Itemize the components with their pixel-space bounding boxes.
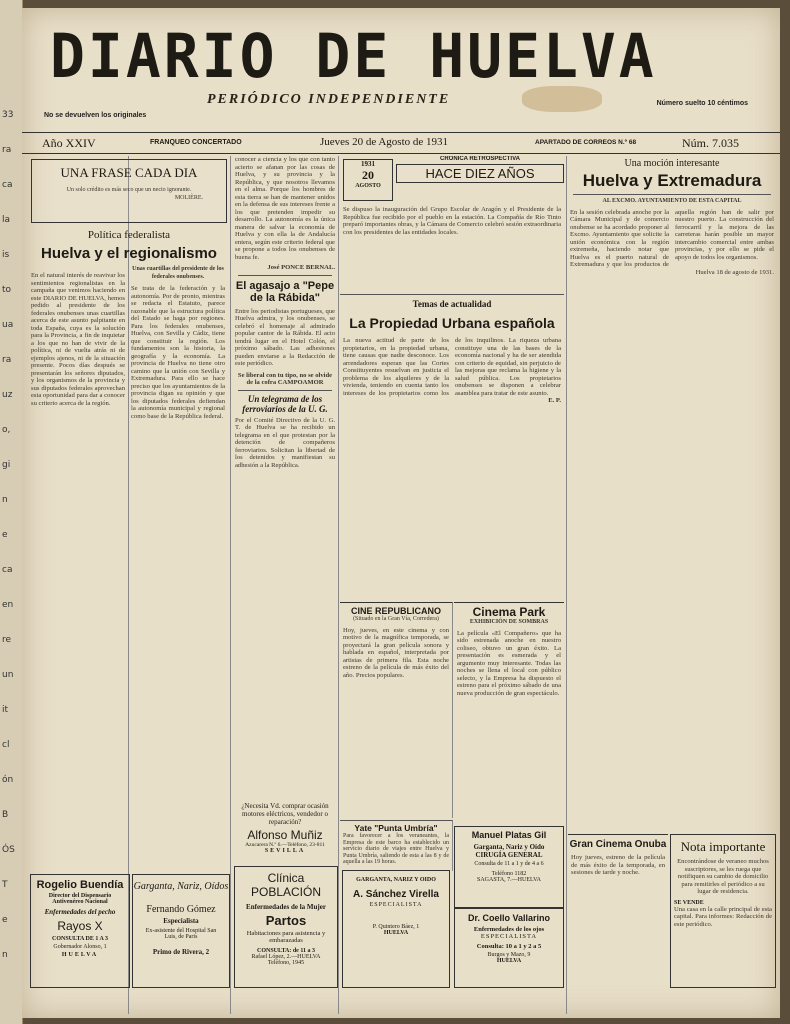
ad-vallarino-name: Dr. Coello Vallarino xyxy=(467,913,551,923)
ad-virella-name: A. Sánchez Virella xyxy=(353,889,439,900)
temas-area xyxy=(340,294,564,600)
ad-gomez xyxy=(132,874,230,988)
ad-virella-city: HUELVA xyxy=(383,930,409,936)
edge-line: ra xyxy=(2,355,12,365)
edge-line: ÓS xyxy=(2,845,15,855)
agasajo-headline: El agasajo a "Pepe de la Rábida" xyxy=(235,279,335,304)
col3-body: conocer a ciencia y los que con tanto acierto se afanan por las cosas de Huelva, y su provincia y la República, y que nosotros llevamos en el alma. Porque los hombres de esta tierra se han de mantener unidos en la defensa de sus intereses frente a los que pretenden impedir su desarrollo. La autonomía es la única manera de salvar la economía de Huelva y con ella la de Andalucía entera, según este criterio federal que se propone a todos los onubenses de buena fe. xyxy=(235,156,335,261)
cine-body: Hoy, jueves, en este cinema y con motivo de la magnífica temporada, se proyectará la gran película sonora y hablada en español, interpretada por artistas de primera fila. Esta noche estreno de la película de más éxito del año. Precios populares. xyxy=(343,626,449,679)
temas-body: La nueva actitud de parte de los propietarios, en la propiedad urbana, tiene causas que nadie desconoce. Los arrendadores esperan que las Cortes Constituyentes resuelvan en justicia el problema de los alquileres y de la vivienda, teniendo en cuenta tanto los intereses de los propietarios como los de los inquilinos. La riqueza urbana constituye una de las bases de la economía nacional y ha de ser atendida con criterio de equidad, sin perjuicio de las mejoras que reclama la higiene y la salud pública. Los propietarios onubenses se disponen a celebrar asamblea para tratar de este asunto. xyxy=(343,337,561,397)
edge-line: B xyxy=(2,810,9,820)
ad-clinica-hours: CONSULTA: de 11 a 3 xyxy=(256,948,315,954)
edge-line: cl xyxy=(2,740,10,750)
col2-body: Se trata de la federación y la autonomía. Por de pronto, mientras se redacta el Estatuto, parece razonable que la estructura política del Estado se haga por regiones. Para los federales onubenses, Huelva, con Sevilla y Cádiz, tiene que constituir la región. Los fundamentos son la historia, la geografía y la economía. La provincia de Huelva no tiene otro camino que la unión con Sevilla y Extremadura. Para ello se hace preciso que los ayuntamientos de la provincia digan su opinión y que los diputados federales defiendan la autonomía municipal y regional como base de la República federal. xyxy=(131,285,225,420)
cinema-park xyxy=(454,602,564,825)
col1-subhead: Unas cuartillas del presidente de los federales onubenses. xyxy=(132,266,224,280)
ad-platas-specialty: Garganta, Nariz y Oído xyxy=(473,843,545,851)
ad-platas-hours: Consulta de 11 a 1 y de 4 a 6 xyxy=(474,861,544,867)
edge-line: it xyxy=(2,705,9,715)
ad-vallarino-address: Burgos y Mazo, 9 xyxy=(487,952,531,958)
ad-platas-phone: Teléfono 1182 xyxy=(491,871,527,877)
ad-onuba-title: Gran Cinema Onuba xyxy=(569,839,667,850)
ad-onuba xyxy=(568,834,668,987)
edge-line: ra xyxy=(2,145,12,155)
temas-sign: E. P. xyxy=(548,397,561,404)
info-bar xyxy=(22,132,780,154)
ad-platas xyxy=(454,826,564,908)
col6-body: En la sesión celebrada anoche por la Cámara Municipal y de comercio onubense se ha acordado proponer al Excmo. Ayuntamiento que solicite la unión económica con la región extremeña, haciendo notar que Huelva es el puerto natural de Extremadura y que los productos de aquella región han de salir por nuestro puerto. La construcción del ferrocarril y la mejora de las carreteras harán posible un mayor intercambio comercial entre ambas provincias, y por ello se pide el apoyo de todos los organismos. xyxy=(570,208,774,268)
edge-line: en xyxy=(2,600,14,610)
ad-vallarino-title: ESPECIALISTA xyxy=(480,933,538,940)
edge-line: ua xyxy=(2,320,14,330)
agasajo-body: Entre los periodistas portugueses, que Huelva admira, y los onubenses, se celebró el homenaje al admirado popular cantor de la Rábida. El acto tendrá lugar en el Hotel Colón, el próximo sábado. Las adhesiones pueden enviarse a la Redacción de este periódico. xyxy=(235,307,335,367)
telegram-body: Por el Comité Directivo de la U. G. T. de Huelva se ha recibido un telegrama en el que protestan por la detención de compañeros ferroviarios. Solicitan la libertad de los detenidos y manifiestan su adhesión a la República. xyxy=(235,416,335,469)
notice-left: No se devuelven los originales xyxy=(44,112,147,119)
se-vende-body: Una casa en la calle principal de esta capital. Para informes: Redacción de este periódico. xyxy=(674,905,772,928)
date-month: AGOSTO xyxy=(355,183,381,189)
ad-clinica-note: Habitaciones para asistencia y embarazadas xyxy=(246,930,326,944)
frase-title: UNA FRASE CADA DIA xyxy=(60,165,198,180)
cinema-park-body: La película «El Compañero» que ha sido estrenada anoche en nuestro coliseo, obtuvo un gran éxito. La presentación es esmerada y el argumento muy interesante. Todas las noches se llena el local con público selecto, y la Empresa ha dispuesto el estreno para el próximo sábado de una nueva producción de gran espectáculo. xyxy=(457,629,561,697)
edge-line: e xyxy=(2,530,8,540)
cronica-body: Se dispuso la inauguración del Grupo Escolar de Aragón y el Presidente de la República fue recibido por el pueblo en la estación. La Compañía de Río Tinto preparó importantes obras, y la Cámara de Comercio celebró sesión extraordinaria con los presidentes de las entidades locales. xyxy=(343,206,561,236)
edge-line: o, xyxy=(2,425,11,435)
cine-title: CINE REPUBLICANO xyxy=(350,606,441,616)
year: Año XXIV xyxy=(42,136,96,150)
telegram-headline: Un telegrama de los ferroviarios de la U. G. xyxy=(242,393,328,414)
edge-line: ca xyxy=(2,565,13,575)
col6-addressee: AL EXCMO. AYUNTAMIENTO DE ESTA CAPITAL xyxy=(602,198,742,204)
postage: FRANQUEO CONCERTADO xyxy=(150,139,242,146)
issue-date: Jueves 20 de Agosto de 1931 xyxy=(320,136,449,148)
ad-gomez-specialty: Garganta, Nariz, Oídos xyxy=(133,881,229,892)
ad-muniz-name: Alfonso Muñiz xyxy=(247,828,323,842)
col6-kicker: Una moción interesante xyxy=(624,158,720,169)
edge-line: e xyxy=(2,915,8,925)
ad-clinica xyxy=(234,866,338,988)
temas-label: Temas de actualidad xyxy=(412,299,492,309)
edge-line: 33 xyxy=(2,110,14,120)
masthead xyxy=(22,8,780,119)
edge-line: is xyxy=(2,250,10,260)
ad-muniz-text: ¿Necesita Vd. comprar ocasión motores eléctricos, vendedor o reparación? xyxy=(241,802,329,826)
edge-line: la xyxy=(2,215,11,225)
issue-number: Núm. 7.035 xyxy=(682,136,739,150)
ad-vallarino xyxy=(454,908,564,988)
cinema-park-title: Cinema Park xyxy=(472,605,546,619)
ad-muniz-city: SEVILLA xyxy=(264,848,306,854)
yate-area xyxy=(340,820,453,871)
ad-platas-address: SAGASTA, 7.—HUELVA xyxy=(476,877,542,883)
ad-buendia-name: Rogelio Buendía xyxy=(36,879,124,891)
ad-clinica-name: Clínica POBLACIÓN xyxy=(250,871,322,899)
ad-vallarino-hours: Consulta: 10 a 1 y 2 a 5 xyxy=(476,943,542,950)
edge-line: to xyxy=(2,285,12,295)
ad-buendia-hours: CONSULTA DE 1 A 3 xyxy=(51,936,109,942)
ad-clinica-service: Partos xyxy=(265,913,307,928)
notice-right: Número suelto 10 céntimos xyxy=(656,100,748,107)
ad-virella xyxy=(342,870,450,988)
col3-signature: José PONCE BERNAL. xyxy=(267,264,335,271)
edge-line: T xyxy=(2,880,8,890)
cine-republicano xyxy=(340,602,453,818)
ad-gomez-name: Fernando Gómez xyxy=(146,904,216,915)
cinema-park-sub: EXHIBICIÓN DE SOMBRAS xyxy=(469,619,549,625)
edge-line: gi xyxy=(2,460,11,470)
yate-body: Para favorecer a los veraneantes, la Empresa de este barco ha establecido un servicio diario de viajes entre Huelva y Punta Umbría, saliendo de esta a las 8 y de aquella a las 19 horas. xyxy=(343,833,449,865)
nota-body: Encontrándose de veraneo muchos suscriptores, se les ruega que notifiquen su cambio de domicilio para remitirles el periódico a su lugar de residencia. xyxy=(677,858,769,895)
ad-buendia-service: Rayos X xyxy=(57,919,103,933)
date-day: 20 xyxy=(362,168,374,182)
edge-line: n xyxy=(2,950,8,960)
page-edge xyxy=(0,0,23,1024)
nota-importante xyxy=(670,834,776,988)
ad-onuba-body: Hoy jueves, estreno de la película de más éxito de la temporada, en sesiones de tarde y noche. xyxy=(571,854,665,876)
col1-kicker: Política federalista xyxy=(87,229,171,241)
frase-box xyxy=(31,159,227,223)
ad-vallarino-city: HUELVA xyxy=(496,958,522,964)
ad-buendia-title: Director del Dispensario Antivenéreo Nacional xyxy=(48,893,112,905)
edge-line: ca xyxy=(2,180,13,190)
temas-headline: La Propiedad Urbana española xyxy=(349,315,555,331)
edge-line: ón xyxy=(2,775,14,785)
ink-stain xyxy=(522,86,602,112)
ad-gomez-address: Primo de Rivera, 2 xyxy=(152,948,210,956)
edge-line: uz xyxy=(2,390,13,400)
ad-buendia-specialty: Enfermedades del pecho xyxy=(44,908,116,916)
cronica-title: HACE DIEZ AÑOS xyxy=(425,166,535,181)
ad-clinica-phone: Teléfono, 1945 xyxy=(267,960,305,966)
col1-body: En el natural interés de reavivar los sentimientos regionalistas en la campaña que venimos haciendo en este DIARIO DE HUELVA, hemos pedido al presidente de los federales onubenses unas cuartillas acerca de este asunto palpitante en toda España, cuya es la solución para la Provincia, a fin de inquietar a los que no han de vivir de la política, ni de vuelta atrás ni de ejemplos ajenos, ni de la situación presente. Pocos días después se presentarán los señores diputados, y los organismos de la provincia y sus diputados federales aprovechan esta oportunidad para dar a conocer su criterio acerca de la región. xyxy=(31,272,125,407)
cine-sub: (Situado en la Gran Vía, Corredera) xyxy=(353,616,439,622)
nota-title: Nota importante xyxy=(680,839,766,854)
col1-headline: Huelva y el regionalismo xyxy=(41,245,217,262)
frase-author: MOLIÈRE. xyxy=(174,194,203,201)
edge-line: n xyxy=(2,495,8,505)
ad-buendia-city: HUELVA xyxy=(61,952,99,958)
date-box xyxy=(343,159,393,201)
ad-muniz xyxy=(234,802,336,862)
ad-virella-specialty: GARGANTA, NARIZ Y OIDO xyxy=(356,877,436,883)
ad-virella-address: P. Quintero Báez, 1 xyxy=(372,924,420,930)
se-vende: SE VENDE xyxy=(674,899,704,906)
newspaper-page xyxy=(22,8,780,1018)
newspaper-title: DIARIO DE HUELVA xyxy=(50,20,657,92)
yate-title: Yate "Punta Umbría" xyxy=(354,823,438,833)
edge-text xyxy=(0,110,22,961)
cronica-area xyxy=(340,156,564,281)
date-year: 1931 xyxy=(361,160,375,168)
newspaper-subtitle: PERIÓDICO INDEPENDIENTE xyxy=(207,92,451,107)
ad-buendia xyxy=(30,874,130,988)
ad-clinica-address: Rafael López, 2.—HUELVA xyxy=(251,954,321,960)
ad-clinica-sub: Enfermedades de la Mujer xyxy=(246,903,326,911)
ad-gomez-note: Ex-asistente del Hospital San Luis, de Paris xyxy=(145,928,217,940)
ad-buendia-address: Gobernador Alonso, 1 xyxy=(53,944,107,950)
ad-virella-title: ESPECIALISTA xyxy=(369,902,423,908)
edge-line: re xyxy=(2,635,12,645)
col6-headline: Huelva y Extremadura xyxy=(582,171,762,190)
ad-platas-cirugia: CIRUGÍA GENERAL xyxy=(475,851,543,859)
ad-muniz-address: Azucarera N.º 6.—Teléfono, 23-811 xyxy=(245,842,325,848)
ad-vallarino-specialty: Enfermedades de los ojos xyxy=(473,926,545,933)
mail-note: Se liberal con tu tipo, no se olvide de la cofra CAMPOAMOR xyxy=(237,371,333,386)
apartado: APARTADO DE CORREOS N.º 68 xyxy=(535,139,637,146)
ad-platas-name: Manuel Platas Gil xyxy=(471,830,547,840)
ad-gomez-title: Especialista xyxy=(163,917,199,925)
col6-sign: Huelva 18 de agosto de 1931. xyxy=(695,268,774,276)
edge-line: un xyxy=(2,670,14,680)
cronica-label: CRÓNICA RETROSPECTIVA xyxy=(439,156,520,162)
frase-quote: Un solo crédito es más seco que un necio ignorante. xyxy=(66,187,192,193)
